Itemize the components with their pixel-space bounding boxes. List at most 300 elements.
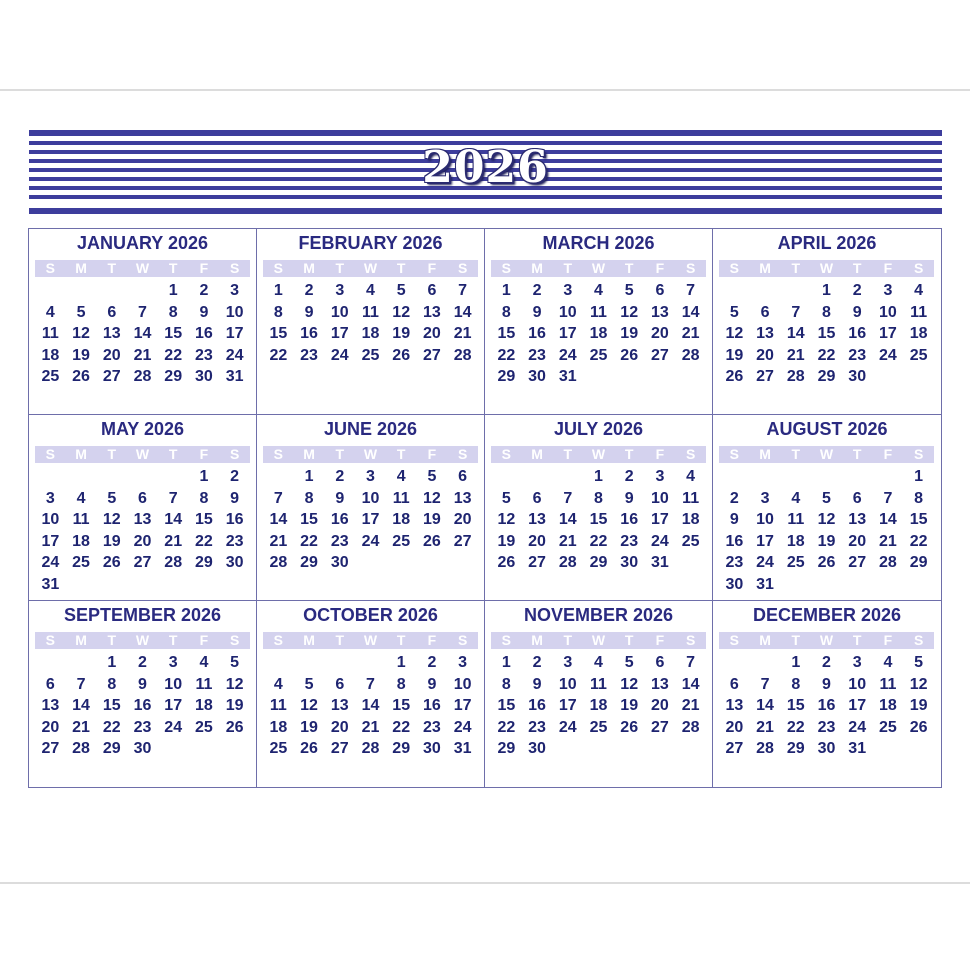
day-number: 25: [589, 346, 608, 364]
weekday-letter: T: [563, 260, 573, 276]
day-number: 14: [133, 325, 152, 342]
day-number: 15: [102, 697, 121, 714]
day-number: 29: [497, 740, 516, 757]
weekday-letter: F: [427, 632, 437, 648]
weekday-letter: T: [335, 446, 345, 462]
day-number: 21: [269, 532, 288, 550]
day-number: 18: [589, 697, 608, 714]
day-number: 17: [558, 325, 577, 342]
day-number: 19: [102, 532, 121, 550]
day-number: 26: [725, 368, 744, 385]
day-number: 9: [532, 303, 542, 321]
empty-day-cell: [35, 652, 66, 674]
weekday-letter: F: [199, 632, 209, 648]
day-number: 31: [453, 740, 472, 757]
day-number: 12: [909, 675, 928, 693]
day-number: 4: [366, 282, 375, 299]
day-number: 25: [909, 346, 928, 364]
weekday-header: [263, 632, 478, 649]
day-number: 15: [786, 697, 805, 714]
day-number: 12: [102, 511, 121, 528]
day-number: 13: [102, 325, 121, 342]
weekday-letter: S: [501, 260, 512, 276]
day-number: 21: [133, 346, 152, 364]
day-number: 13: [528, 511, 546, 528]
day-number: 6: [852, 489, 862, 507]
day-number: 28: [72, 740, 90, 757]
day-number: 26: [909, 718, 928, 736]
day-number: 3: [760, 489, 770, 507]
day-number: 7: [273, 489, 283, 507]
month-title: MARCH 2026: [542, 233, 655, 253]
day-number: 9: [138, 675, 147, 693]
day-number: 18: [909, 325, 928, 342]
day-number: 5: [624, 654, 634, 671]
day-number: 11: [41, 325, 59, 342]
day-number: 9: [304, 303, 314, 321]
weekday-letter: M: [75, 632, 87, 648]
day-number: 11: [392, 489, 410, 507]
day-number: 24: [330, 346, 349, 364]
day-number: 24: [558, 718, 577, 736]
weekday-letter: T: [168, 632, 178, 648]
empty-day-cell: [719, 280, 750, 302]
day-number: 14: [453, 303, 472, 321]
day-number: 27: [133, 554, 152, 571]
day-number: 23: [133, 718, 152, 736]
day-number: 10: [41, 511, 60, 528]
day-number: 12: [72, 325, 90, 342]
day-number: 23: [423, 718, 441, 736]
weekday-letter: T: [107, 260, 117, 276]
day-number: 8: [914, 489, 924, 507]
day-number: 6: [107, 303, 117, 321]
month-block: [257, 415, 485, 601]
day-number: 6: [335, 675, 345, 693]
weekday-letter: F: [427, 260, 437, 276]
weekday-letter: F: [199, 260, 209, 276]
weekday-header: [719, 260, 934, 277]
day-number: 8: [168, 303, 178, 321]
weekday-letter: S: [913, 632, 924, 648]
day-number: 10: [756, 511, 774, 528]
day-grid: [35, 652, 250, 760]
day-number: 1: [822, 282, 831, 299]
day-number: 16: [423, 697, 441, 714]
weekday-letter: T: [852, 260, 862, 276]
day-number: 20: [528, 532, 546, 550]
day-number: 28: [879, 554, 897, 571]
day-number: 18: [589, 325, 608, 342]
day-number: 18: [681, 511, 700, 528]
day-number: 23: [620, 532, 639, 550]
day-number: 30: [528, 740, 546, 757]
weekday-letter: T: [107, 632, 117, 648]
day-grid: [263, 280, 478, 366]
day-number: 25: [681, 532, 700, 550]
day-number: 21: [361, 718, 380, 736]
weekday-letter: W: [591, 632, 606, 648]
day-number: 4: [594, 654, 603, 671]
day-number: 11: [72, 511, 90, 528]
day-number: 16: [528, 697, 546, 714]
day-number: 17: [41, 532, 60, 550]
day-grid: [491, 280, 706, 388]
day-number: 28: [558, 554, 577, 571]
day-number: 15: [497, 325, 516, 342]
day-number: 21: [681, 325, 700, 342]
day-number: 9: [335, 489, 345, 507]
day-number: 20: [102, 346, 121, 364]
weekday-letter: F: [427, 446, 437, 462]
day-number: 27: [725, 740, 744, 757]
weekday-letter: W: [135, 632, 150, 648]
empty-day-cell: [127, 466, 158, 488]
day-number: 3: [335, 282, 345, 299]
day-number: 30: [423, 740, 441, 757]
day-number: 13: [41, 697, 60, 714]
month-title: NOVEMBER 2026: [523, 605, 674, 625]
year-banner: [29, 130, 942, 214]
empty-day-cell: [719, 466, 750, 488]
day-number: 21: [164, 532, 183, 550]
weekday-letter: W: [363, 632, 378, 648]
weekday-letter: F: [883, 632, 893, 648]
day-number: 10: [558, 675, 577, 693]
day-number: 7: [883, 489, 893, 507]
day-number: 8: [107, 675, 117, 693]
weekday-letter: W: [135, 260, 150, 276]
weekday-letter: T: [624, 632, 634, 648]
day-number: 28: [681, 718, 700, 736]
day-number: 22: [497, 718, 516, 736]
weekday-letter: S: [501, 632, 512, 648]
day-number: 4: [914, 282, 924, 299]
month-title: FEBRUARY 2026: [298, 233, 443, 253]
day-number: 12: [725, 325, 744, 342]
day-number: 10: [225, 303, 244, 321]
day-number: 20: [423, 325, 441, 342]
weekday-letter: S: [45, 632, 56, 648]
weekday-letter: S: [457, 446, 468, 462]
day-number: 12: [423, 489, 441, 507]
day-number: 26: [102, 554, 121, 571]
day-number: 2: [138, 654, 147, 671]
weekday-header: [719, 446, 934, 463]
day-number: 23: [848, 346, 867, 364]
empty-day-cell: [66, 652, 97, 674]
day-number: 11: [682, 489, 700, 507]
weekday-letter: T: [791, 632, 801, 648]
day-number: 25: [879, 718, 897, 736]
month-title: AUGUST 2026: [766, 419, 888, 439]
weekday-header: [491, 632, 706, 649]
day-grid: [491, 466, 706, 574]
day-number: 25: [361, 346, 380, 364]
day-number: 30: [528, 368, 546, 385]
day-number: 6: [45, 675, 55, 693]
day-number: 8: [501, 675, 511, 693]
day-number: 17: [164, 697, 183, 714]
day-number: 2: [729, 489, 739, 507]
day-number: 16: [817, 697, 836, 714]
day-number: 20: [133, 532, 152, 550]
day-number: 29: [497, 368, 516, 385]
day-number: 16: [225, 511, 244, 528]
day-number: 14: [269, 511, 288, 528]
day-number: 20: [41, 718, 60, 736]
day-number: 6: [729, 675, 739, 693]
weekday-letter: W: [819, 446, 834, 462]
day-number: 17: [225, 325, 244, 342]
weekday-letter: F: [883, 260, 893, 276]
day-number: 15: [909, 511, 928, 528]
day-number: 29: [300, 554, 318, 571]
day-number: 13: [453, 489, 472, 507]
day-number: 19: [817, 532, 836, 550]
day-number: 12: [620, 303, 639, 321]
day-number: 28: [756, 740, 774, 757]
day-number: 4: [594, 282, 603, 299]
day-number: 24: [164, 718, 183, 736]
weekday-letter: S: [729, 632, 740, 648]
day-number: 28: [361, 740, 380, 757]
day-number: 2: [532, 282, 542, 299]
weekday-letter: T: [791, 260, 801, 276]
day-number: 9: [729, 511, 739, 528]
empty-day-cell: [750, 466, 781, 488]
day-number: 17: [848, 697, 867, 714]
day-number: 24: [361, 532, 380, 550]
day-number: 22: [589, 532, 608, 550]
day-number: 23: [817, 718, 836, 736]
day-number: 9: [230, 489, 240, 507]
day-number: 5: [822, 489, 831, 507]
day-number: 5: [396, 282, 406, 299]
weekday-letter: W: [363, 260, 378, 276]
day-number: 25: [392, 532, 411, 550]
day-number: 30: [725, 575, 744, 593]
day-number: 5: [230, 654, 240, 671]
day-number: 15: [164, 325, 183, 342]
day-number: 10: [651, 489, 669, 507]
day-number: 28: [133, 368, 152, 385]
empty-day-cell: [522, 466, 553, 488]
weekday-letter: T: [852, 446, 862, 462]
month-title: MAY 2026: [100, 419, 185, 439]
day-number: 12: [225, 675, 244, 693]
day-number: 9: [532, 675, 542, 693]
empty-day-cell: [96, 466, 127, 488]
weekday-letter: T: [396, 632, 406, 648]
weekday-letter: F: [655, 446, 665, 462]
day-number: 7: [366, 675, 375, 693]
weekday-letter: W: [363, 446, 378, 462]
day-number: 26: [620, 718, 639, 736]
weekday-letter: T: [563, 632, 573, 648]
day-number: 1: [594, 468, 603, 485]
empty-day-cell: [66, 280, 97, 302]
weekday-letter: T: [396, 446, 406, 462]
day-number: 17: [756, 532, 774, 550]
day-number: 21: [558, 532, 577, 550]
month-title: OCTOBER 2026: [303, 605, 438, 625]
empty-day-cell: [491, 466, 522, 488]
day-number: 4: [76, 489, 86, 507]
day-number: 16: [133, 697, 152, 714]
day-number: 23: [330, 532, 349, 550]
day-number: 9: [822, 675, 831, 693]
day-number: 1: [791, 654, 801, 671]
day-number: 22: [269, 346, 288, 364]
empty-day-cell: [842, 466, 873, 488]
day-number: 30: [225, 554, 244, 571]
day-number: 16: [528, 325, 546, 342]
day-number: 5: [427, 468, 437, 485]
day-number: 9: [624, 489, 634, 507]
day-number: 21: [453, 325, 472, 342]
empty-day-cell: [66, 466, 97, 488]
day-number: 14: [879, 511, 897, 528]
day-number: 4: [396, 468, 406, 485]
day-number: 27: [102, 368, 121, 385]
day-number: 26: [497, 554, 516, 571]
weekday-letter: S: [45, 260, 56, 276]
month-title: JULY 2026: [553, 419, 644, 439]
day-number: 13: [651, 675, 669, 693]
day-number: 26: [72, 368, 90, 385]
day-number: 21: [786, 346, 805, 364]
weekday-letter: S: [913, 260, 924, 276]
day-number: 8: [791, 675, 801, 693]
day-number: 4: [883, 654, 893, 671]
empty-day-cell: [35, 280, 66, 302]
day-number: 16: [300, 325, 318, 342]
day-number: 30: [620, 554, 639, 571]
day-number: 19: [300, 718, 318, 736]
month-title: JANUARY 2026: [76, 233, 209, 253]
day-number: 21: [756, 718, 774, 736]
day-number: 19: [497, 532, 516, 550]
day-number: 1: [107, 654, 117, 671]
day-number: 13: [133, 511, 152, 528]
day-number: 20: [756, 346, 774, 364]
weekday-letter: T: [852, 632, 862, 648]
day-number: 2: [852, 282, 862, 299]
day-number: 1: [501, 282, 511, 299]
day-number: 20: [848, 532, 867, 550]
day-number: 24: [651, 532, 669, 550]
day-number: 2: [335, 468, 345, 485]
day-number: 20: [453, 511, 472, 528]
weekday-letter: S: [457, 260, 468, 276]
weekday-letter: S: [273, 632, 284, 648]
weekday-letter: M: [75, 260, 87, 276]
weekday-letter: F: [883, 446, 893, 462]
day-number: 3: [45, 489, 55, 507]
day-number: 25: [72, 554, 90, 571]
day-number: 9: [199, 303, 209, 321]
weekday-letter: M: [531, 260, 543, 276]
day-number: 14: [786, 325, 805, 342]
empty-day-cell: [294, 652, 325, 674]
day-number: 2: [427, 654, 437, 671]
weekday-letter: T: [335, 632, 345, 648]
day-number: 30: [133, 740, 152, 757]
day-number: 7: [138, 303, 147, 321]
day-number: 22: [497, 346, 516, 364]
weekday-letter: S: [457, 632, 468, 648]
day-grid: [35, 466, 250, 595]
day-number: 24: [879, 346, 897, 364]
month-title: DECEMBER 2026: [752, 605, 902, 625]
empty-day-cell: [780, 466, 811, 488]
day-number: 19: [72, 346, 90, 364]
day-number: 28: [786, 368, 805, 385]
day-number: 15: [817, 325, 836, 342]
empty-day-cell: [127, 280, 158, 302]
day-number: 15: [589, 511, 608, 528]
day-number: 1: [304, 468, 314, 485]
day-number: 2: [822, 654, 831, 671]
day-number: 22: [786, 718, 805, 736]
day-number: 3: [230, 282, 240, 299]
day-grid: [719, 466, 934, 595]
day-number: 2: [304, 282, 314, 299]
day-number: 31: [848, 740, 867, 757]
weekday-letter: T: [563, 446, 573, 462]
day-number: 28: [269, 554, 288, 571]
day-number: 21: [72, 718, 90, 736]
day-number: 13: [725, 697, 744, 714]
day-number: 19: [423, 511, 441, 528]
day-number: 3: [852, 654, 862, 671]
day-number: 5: [304, 675, 314, 693]
day-number: 13: [423, 303, 441, 321]
day-number: 10: [361, 489, 380, 507]
day-number: 26: [620, 346, 639, 364]
day-number: 11: [787, 511, 805, 528]
weekday-letter: W: [819, 632, 834, 648]
day-number: 19: [620, 697, 639, 714]
empty-day-cell: [355, 652, 386, 674]
day-number: 12: [817, 511, 836, 528]
day-number: 22: [102, 718, 121, 736]
day-number: 20: [725, 718, 744, 736]
day-number: 31: [651, 554, 669, 571]
day-number: 23: [528, 718, 546, 736]
empty-day-cell: [35, 466, 66, 488]
day-number: 31: [558, 368, 577, 385]
weekday-letter: S: [229, 632, 240, 648]
day-number: 18: [41, 346, 60, 364]
day-number: 15: [497, 697, 516, 714]
day-number: 15: [195, 511, 213, 528]
empty-day-cell: [719, 652, 750, 674]
weekday-letter: T: [107, 446, 117, 462]
weekday-letter: S: [229, 260, 240, 276]
day-number: 31: [756, 575, 774, 593]
day-number: 3: [883, 282, 893, 299]
weekday-header: [35, 446, 250, 463]
weekday-letter: W: [591, 446, 606, 462]
day-number: 8: [822, 303, 831, 321]
day-number: 20: [651, 325, 669, 342]
day-number: 24: [453, 718, 472, 736]
empty-day-cell: [750, 652, 781, 674]
weekday-letter: S: [45, 446, 56, 462]
day-number: 31: [41, 575, 60, 593]
